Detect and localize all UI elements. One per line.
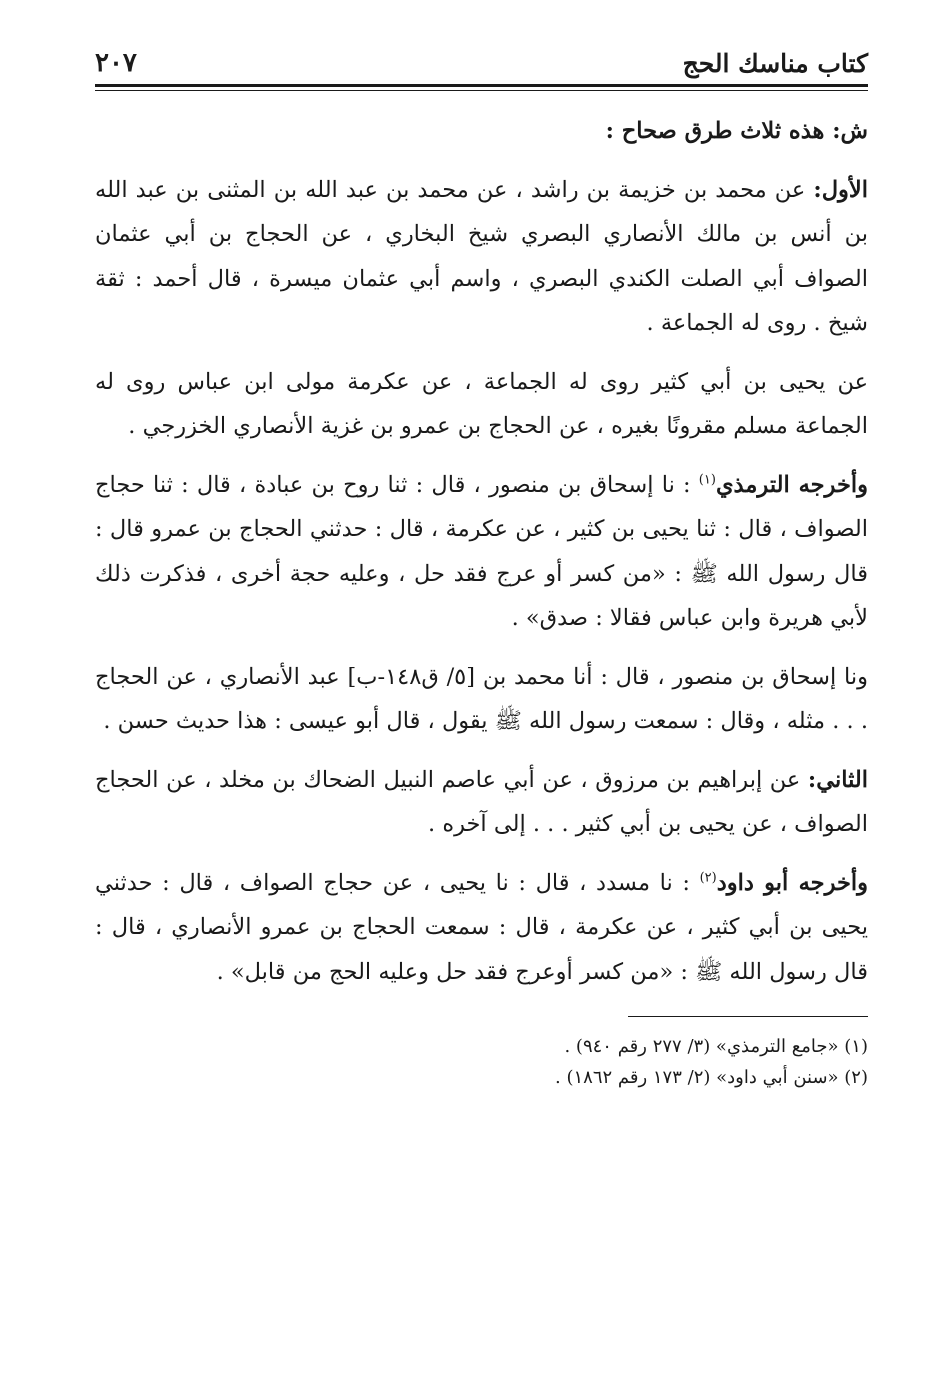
header-rule-thick <box>95 84 868 87</box>
running-header <box>95 34 868 78</box>
paragraph-6 <box>95 758 868 847</box>
paragraph-7 <box>95 861 868 995</box>
footnote-ref-1: (١) <box>698 472 716 487</box>
paragraph-4-text: : نا إسحاق بن منصور ، قال : ثنا روح بن عبادة ، قال : ثنا حجاج الصواف ، قال : ثنا يحيى بن كثير ، عن عكرمة ، قال : حدثني الحجاج بن عمرو قال : قال رسول الله ﷺ : «من كسر أو عرج فقد حل ، وعليه حجة أخرى ، فذكرت ذلك لأبي هريرة وابن عباس فقالا : صدق» . <box>95 471 868 631</box>
paragraph-6-lead: الثاني: <box>807 766 868 793</box>
paragraph-3 <box>95 360 868 449</box>
footnote-rule <box>628 1016 868 1017</box>
paragraph-2-lead: الأول: <box>813 176 868 203</box>
paragraph-5 <box>95 655 868 744</box>
paragraph-7-text: : نا مسدد ، قال : نا يحيى ، عن حجاج الصواف ، قال : حدثني يحيى بن أبي كثير ، عن عكرمة ، قال : سمعت الحجاج بن عمرو الأنصاري ، قال : قال رسول الله ﷺ : «من كسر أوعرج فقد حل وعليه الحج من قابل» . <box>95 869 868 985</box>
paragraph-2 <box>95 168 868 346</box>
paragraph-4-lead: وأخرجه الترمذي <box>715 471 869 498</box>
paragraph-1 <box>95 109 868 154</box>
paragraph-3-text: عن يحيى بن أبي كثير روى له الجماعة ، عن عكرمة مولى ابن عباس روى له الجماعة مسلم مقرونًا بغيره ، عن الحجاج بن عمرو بن غزية الأنصاري الخزرجي . <box>95 368 868 439</box>
document-page <box>95 34 868 1381</box>
footnote-1: (١) «جامع الترمذي» (٣/ ٢٧٧ رقم ٩٤٠) . <box>564 1036 868 1057</box>
paragraph-6-text: عن إبراهيم بن مرزوق ، عن أبي عاصم النبيل الضحاك بن مخلد ، عن الحجاج الصواف ، عن يحيى بن أبي كثير . . . إلى آخره . <box>95 766 868 837</box>
footnote-2: (٢) «سنن أبي داود» (٢/ ١٧٣ رقم ١٨٦٢) . <box>555 1067 868 1088</box>
paragraph-1-lead: ش: هذه ثلاث طرق صحاح : <box>605 118 868 144</box>
paragraph-5-text: ونا إسحاق بن منصور ، قال : أنا محمد بن [٥/ ق١٤٨-ب] عبد الأنصاري ، عن الحجاج . . . مثله ، وقال : سمعت رسول الله ﷺ يقول ، قال أبو عيسى : هذا حديث حسن . <box>95 663 868 734</box>
paragraph-7-lead: وأخرجه أبو داود <box>716 869 869 896</box>
paragraph-2-text: عن محمد بن خزيمة بن راشد ، عن محمد بن عبد الله بن المثنى بن عبد الله بن أنس بن مالك الأنصاري البصري شيخ البخاري ، عن الحجاج بن أبي عثمان الصواف أبي الصلت الكندي البصري ، واسم أبي عثمان ميسرة ، قال أحمد : ثقة شيخ . روى له الجماعة . <box>95 176 868 336</box>
book-title: كتاب مناسك الحج <box>682 49 868 78</box>
main-text <box>95 109 868 994</box>
paragraph-4 <box>95 463 868 641</box>
footnotes <box>95 1031 868 1093</box>
header-rule-thin <box>95 90 868 91</box>
footnote-ref-2: (٢) <box>699 870 717 885</box>
page-number: ٢٠٧ <box>95 48 137 78</box>
